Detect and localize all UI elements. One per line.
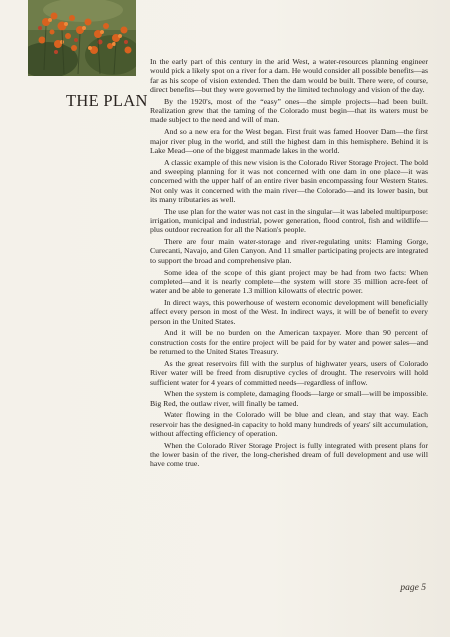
paragraph: And so a new era for the West began. First fruit was famed Hoover Dam—the first major river plug in the world, and still the highest dam in this hemisphere. Behind it is Lake Mead—one of the biggest manmade lakes in the world. [150, 127, 428, 155]
paragraph: By the 1920's, most of the “easy” ones—the simple projects—had been built. Realization grew that the taming of the Colorado must begin—that its waters must be made subject to the need and will of man. [150, 96, 428, 125]
paragraph: Water flowing in the Colorado will be blue and clean, and stay that way. Each reservoir has the designed-in capacity to hold many hundreds of years' silt accumulation, without affecting efficiency of operation. [150, 410, 428, 439]
wildflowers-photo [28, 0, 136, 76]
paragraph: In the early part of this century in the arid West, a water-resources planning engineer would pick a likely spot on a river for a dam. He would consider all possible benefits—as far as his scope of vision extended. Then the dam would be built. There were, of course, direct benefits—but they were governed by the limited technology and vision of the day. [150, 57, 428, 95]
page-number: page 5 [400, 583, 426, 593]
paragraph: In direct ways, this powerhouse of western economic development will beneficially affect every person in most of the West. In indirect ways, it will be of benefit to every person in the United States. [150, 297, 428, 326]
paragraph: The use plan for the water was not cast in the singular—it was labeled multipurpose: irrigation, municipal and industrial, power generation, flood control, fish and wildlife—plus outdoor recreation for all the Nation's people. [150, 206, 428, 235]
paragraph: As the great reservoirs fill with the surplus of highwater years, users of Colorado River water will be freed from disruptive cycles of drought. The reservoirs will hold sufficient water for 4 years of committed needs—regardless of inflow. [150, 358, 428, 387]
paragraph: When the Colorado River Storage Project is fully integrated with present plans for the lower basin of the river, the long-cherished dream of full development and use will have come true. [150, 440, 428, 469]
body-text [150, 57, 428, 471]
paragraph: There are four main water-storage and river-regulating units: Flaming Gorge, Curecanti, Navajo, and Glen Canyon. And 11 smaller participating projects are integrated to support the broad and comprehensive plan. [150, 237, 428, 265]
paragraph: Some idea of the scope of this giant project may be had from two facts: When completed—and it is nearly complete—the system will store 35 million acre-feet of water and be able to generate 1.3 million kilowatts of electric power. [150, 267, 428, 296]
paragraph: And it will be no burden on the American taxpayer. More than 90 percent of construction costs for the entire project will be paid for by water and power sales—and be returned to the United States Treasury. [150, 328, 428, 357]
paragraph: A classic example of this new vision is the Colorado River Storage Project. The bold and sweeping planning for it was not concerned with one dam in one place—it was concerned with the upper half of an entire river basin encompassing four Western States. Not only was it concerned with the main river—the Colorado—and its lower basin, but its many tributaries as well. [150, 157, 428, 204]
wildflowers-photo-image [28, 0, 136, 76]
paragraph: When the system is complete, damaging floods—large or small—will be impossible. Big Red, the outlaw river, will finally be tamed. [150, 389, 428, 408]
section-title: THE PLAN [66, 91, 148, 110]
